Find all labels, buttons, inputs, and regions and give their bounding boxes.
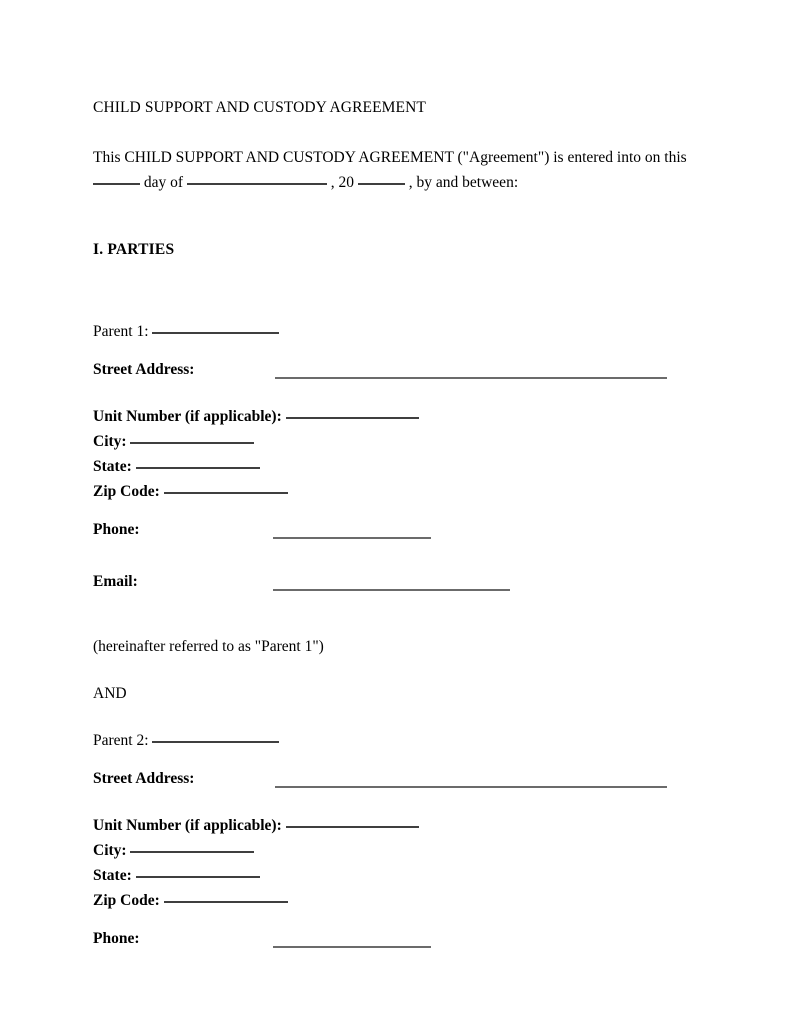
parent-1-phone-row xyxy=(93,520,703,540)
parent-2-zip-code-label: Zip Code: xyxy=(93,892,160,909)
parties-conjunction: AND xyxy=(93,685,127,702)
spacer xyxy=(93,502,703,520)
parent-2-zip-code-row xyxy=(93,891,703,911)
parent-1-email-row xyxy=(93,572,703,592)
parent-1-unit-number-row xyxy=(93,407,703,427)
parent-2-phone-label: Phone: xyxy=(93,930,140,947)
parent-2-unit-number-row xyxy=(93,816,703,836)
parent-1-state-blank[interactable] xyxy=(136,467,260,469)
parent-2-name-blank[interactable] xyxy=(152,741,279,743)
parent-1-phone-label: Phone: xyxy=(93,521,140,538)
document-title: CHILD SUPPORT AND CUSTODY AGREEMENT xyxy=(93,99,426,116)
spacer xyxy=(93,789,703,816)
parent-1-state-row xyxy=(93,457,703,477)
parent-1-street-address-label: Street Address: xyxy=(93,361,195,378)
parent-1-name-blank[interactable] xyxy=(152,332,279,334)
parent-2-street-address-row xyxy=(93,769,703,789)
spacer xyxy=(93,195,703,240)
parent-1-state-label: State: xyxy=(93,458,132,475)
parent-1-unit-number-blank[interactable] xyxy=(286,417,419,419)
parent-2-street-address-blank[interactable] xyxy=(275,786,667,788)
day-of-label: day of xyxy=(143,174,184,191)
parent-1-zip-code-row xyxy=(93,482,703,502)
parent-2-name-label: Parent 2: xyxy=(93,732,149,749)
parent-1-city-label: City: xyxy=(93,433,127,450)
intro-line-2 xyxy=(93,170,703,195)
section-heading-parties: I. PARTIES xyxy=(93,241,175,258)
parent-2-phone-blank[interactable] xyxy=(273,946,431,948)
parent-2-city-row xyxy=(93,841,703,861)
parent-2-unit-number-blank[interactable] xyxy=(286,826,419,828)
parent-1-unit-number-label: Unit Number (if applicable): xyxy=(93,408,282,425)
parent-1-hereinafter-note: (hereinafter referred to as "Parent 1") xyxy=(93,638,324,655)
parent-1-phone-blank[interactable] xyxy=(273,537,431,539)
spacer xyxy=(93,540,703,572)
day-blank[interactable] xyxy=(93,183,140,185)
spacer xyxy=(93,380,703,407)
parent-2-phone-row xyxy=(93,929,703,949)
parent-2-name-row xyxy=(93,731,703,751)
month-blank[interactable] xyxy=(187,183,327,185)
parent-1-name-row xyxy=(93,322,703,342)
parent-1-zip-code-blank[interactable] xyxy=(164,492,288,494)
parent-2-city-label: City: xyxy=(93,842,127,859)
year-blank[interactable] xyxy=(358,183,405,185)
year-prefix: , 20 xyxy=(330,174,355,191)
parent-2-unit-number-label: Unit Number (if applicable): xyxy=(93,817,282,834)
spacer xyxy=(93,704,703,731)
parent-2-state-row xyxy=(93,866,703,886)
parent-1-street-address-row xyxy=(93,360,703,380)
parent-1-email-blank[interactable] xyxy=(273,589,510,591)
parent-1-email-label: Email: xyxy=(93,573,138,590)
intro-paragraph xyxy=(93,145,703,195)
parent-2-street-address-label: Street Address: xyxy=(93,770,195,787)
spacer xyxy=(93,592,703,637)
parent-2-state-label: State: xyxy=(93,867,132,884)
parent-2-zip-code-blank[interactable] xyxy=(164,901,288,903)
intro-tail: , by and between: xyxy=(408,174,519,191)
spacer xyxy=(93,260,703,322)
parent-1-zip-code-label: Zip Code: xyxy=(93,483,160,500)
parent-1-city-blank[interactable] xyxy=(130,442,254,444)
spacer xyxy=(93,911,703,929)
party-block-parent-2 xyxy=(93,731,703,949)
document-content xyxy=(93,98,703,949)
spacer xyxy=(93,751,703,769)
party-block-parent-1 xyxy=(93,322,703,657)
parent-2-city-blank[interactable] xyxy=(130,851,254,853)
parent-2-state-blank[interactable] xyxy=(136,876,260,878)
parent-1-street-address-blank[interactable] xyxy=(275,377,667,379)
parent-1-name-label: Parent 1: xyxy=(93,323,149,340)
spacer xyxy=(93,657,703,684)
parent-1-city-row xyxy=(93,432,703,452)
spacer xyxy=(93,118,703,145)
spacer xyxy=(93,342,703,360)
intro-line-1: This CHILD SUPPORT AND CUSTODY AGREEMENT ("Agreement") is entered into on this xyxy=(93,149,687,166)
